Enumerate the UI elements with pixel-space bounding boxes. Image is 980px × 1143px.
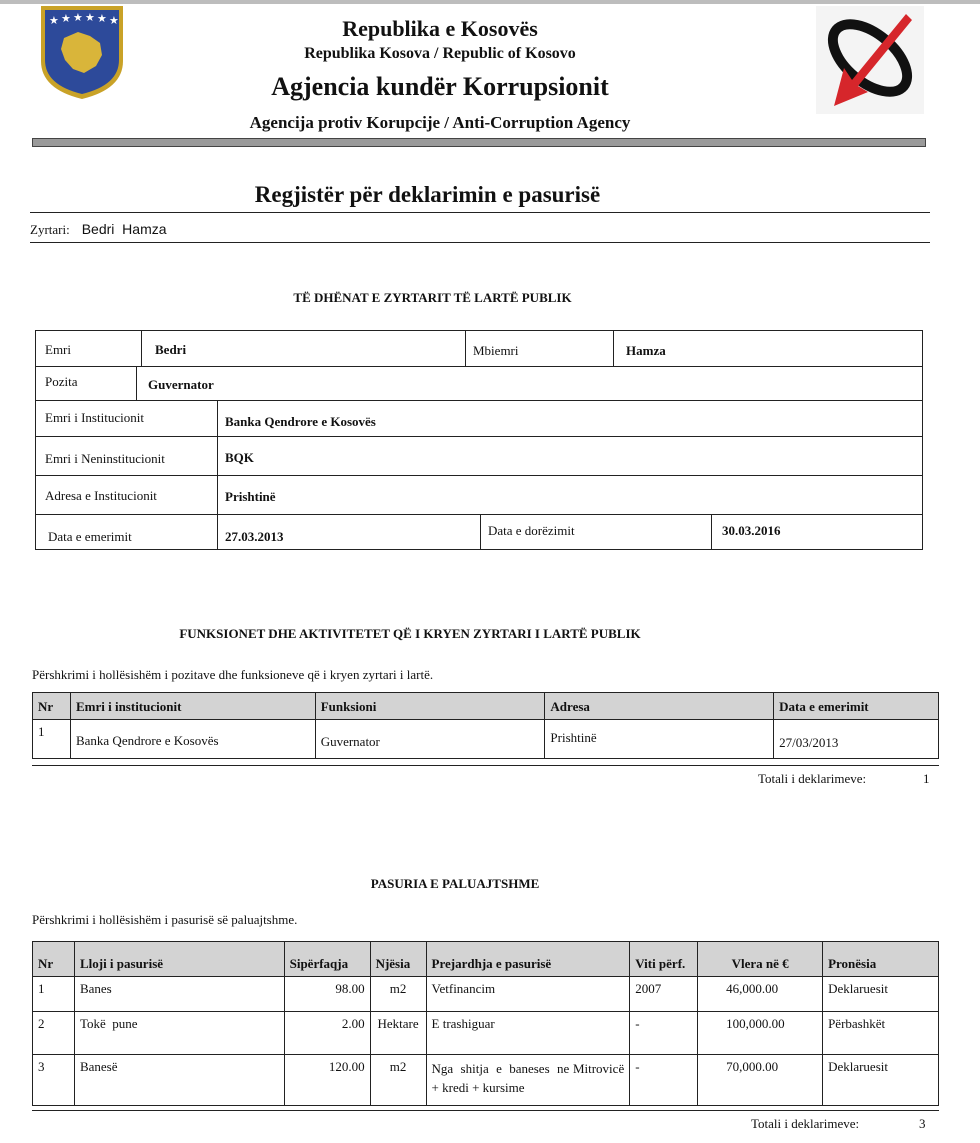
info-row-address <box>36 476 922 515</box>
property-total-value: 3 <box>919 1116 926 1131</box>
column-header: Prejardhja e pasurisë <box>426 942 630 977</box>
adresa-value: Prishtinë <box>225 489 276 504</box>
official-data-table <box>35 330 923 550</box>
column-header: Vlera në € <box>698 942 823 977</box>
column-header: Sipërfaqja <box>284 942 370 977</box>
column-header: Nr <box>33 942 75 977</box>
table-cell: Deklaruesit <box>823 1055 939 1106</box>
table-cell: 1 <box>33 977 75 1012</box>
svg-text:★: ★ <box>97 12 107 25</box>
table-cell: 120.00 <box>284 1055 370 1106</box>
info-row-name <box>36 331 922 367</box>
table-cell: Hektare <box>370 1012 426 1055</box>
agency-title: Agjencia kundër Korrupsionit <box>271 72 609 101</box>
table-cell: - <box>630 1012 698 1055</box>
column-header: Funksioni <box>315 693 545 720</box>
official-line <box>30 221 167 238</box>
pozita-label: Pozita <box>45 374 78 389</box>
property-description: Përshkrimi i hollësishëm i pasurisë së paluajtshme. <box>32 912 298 927</box>
table-cell: Banes <box>74 977 284 1012</box>
official-name: Bedri Hamza <box>81 221 167 237</box>
column-header: Lloji i pasurisë <box>74 942 284 977</box>
table-cell: 2007 <box>630 977 698 1012</box>
info-row-subinstitution <box>36 437 922 476</box>
table-cell: 100,000.00 <box>698 1012 823 1055</box>
table-cell: Banka Qendrore e Kosovës <box>70 720 315 759</box>
table-cell: 2 <box>33 1012 75 1055</box>
official-label: Zyrtari: <box>30 222 70 237</box>
svg-text:★: ★ <box>85 11 95 24</box>
mbiemri-value: Hamza <box>626 343 666 358</box>
functions-total-label: Totali i deklarimeve: <box>758 771 867 786</box>
column-header: Adresa <box>545 693 774 720</box>
table-cell: Vetfinancim <box>426 977 630 1012</box>
data-dorezimit-label: Data e dorëzimit <box>488 523 575 538</box>
institucioni-value: Banka Qendrore e Kosovës <box>225 414 376 429</box>
table-cell: Deklaruesit <box>823 977 939 1012</box>
institucioni-label: Emri i Institucionit <box>45 410 144 425</box>
functions-table <box>32 692 939 759</box>
table-header-row <box>33 942 939 977</box>
table-cell: Guvernator <box>315 720 545 759</box>
property-heading: PASURIA E PALUAJTSHME <box>370 876 540 891</box>
adresa-label: Adresa e Institucionit <box>45 488 157 503</box>
neninstitucioni-label: Emri i Neninstitucionit <box>45 451 165 466</box>
column-header: Njësia <box>370 942 426 977</box>
header-bar <box>32 138 926 147</box>
pozita-value: Guvernator <box>148 377 214 392</box>
table-cell: Nga shitja e baneses ne Mitrovicë + kredi + kursime <box>426 1055 630 1106</box>
table-cell: 2.00 <box>284 1012 370 1055</box>
table-cell: Banesë <box>74 1055 284 1106</box>
divider <box>30 242 930 243</box>
svg-text:★: ★ <box>73 11 83 24</box>
column-header: Pronësia <box>823 942 939 977</box>
data-emerimit-value: 27.03.2013 <box>225 529 284 544</box>
table-header-row <box>33 693 939 720</box>
table-row <box>33 720 939 759</box>
emri-value: Bedri <box>155 342 187 357</box>
top-border <box>0 0 980 4</box>
table-cell: E trashiguar <box>426 1012 630 1055</box>
table-cell: 46,000.00 <box>698 977 823 1012</box>
functions-description: Përshkrimi i hollësishëm i pozitave dhe funksioneve që i kryen zyrtari i lartë. <box>32 667 434 682</box>
functions-total-value: 1 <box>923 771 930 786</box>
agency-subtitle: Agencija protiv Korupcije / Anti-Corruption Agency <box>249 113 631 132</box>
table-cell: - <box>630 1055 698 1106</box>
svg-text:★: ★ <box>49 14 59 27</box>
info-row-dates <box>36 515 922 549</box>
table-row <box>33 1055 939 1106</box>
info-row-position <box>36 367 922 401</box>
table-cell: Përbashkët <box>823 1012 939 1055</box>
table-cell: 27/03/2013 <box>774 720 939 759</box>
table-cell: m2 <box>370 977 426 1012</box>
divider <box>30 212 930 213</box>
table-cell: m2 <box>370 1055 426 1106</box>
column-header: Data e emerimit <box>774 693 939 720</box>
table-underline <box>32 765 939 766</box>
column-header: Nr <box>33 693 71 720</box>
emri-label: Emri <box>45 342 71 357</box>
svg-text:★: ★ <box>61 12 71 25</box>
table-underline <box>32 1110 939 1111</box>
property-table <box>32 941 939 1106</box>
table-cell: 1 <box>33 720 71 759</box>
table-cell: 70,000.00 <box>698 1055 823 1106</box>
functions-heading: FUNKSIONET DHE AKTIVITETET QË I KRYEN ZYRTARI I LARTË PUBLIK <box>179 626 641 641</box>
info-row-institution <box>36 401 922 437</box>
mbiemri-label: Mbiemri <box>473 343 519 358</box>
document-title: Regjistër për deklarimin e pasurisë <box>254 182 601 207</box>
table-cell: Tokë pune <box>74 1012 284 1055</box>
svg-text:★: ★ <box>109 14 119 27</box>
neninstitucioni-value: BQK <box>225 450 254 465</box>
country-title: Republika e Kosovës <box>342 16 538 41</box>
table-row <box>33 1012 939 1055</box>
country-subtitle: Republika Kosova / Republic of Kosovo <box>304 45 576 62</box>
table-row <box>33 977 939 1012</box>
column-header: Emri i institucionit <box>70 693 315 720</box>
official-data-heading: TË DHËNAT E ZYRTARIT TË LARTË PUBLIK <box>293 290 572 305</box>
data-emerimit-label: Data e emerimit <box>48 529 132 544</box>
column-header: Viti përf. <box>630 942 698 977</box>
table-cell: 3 <box>33 1055 75 1106</box>
data-dorezimit-value: 30.03.2016 <box>722 523 781 538</box>
table-cell: Prishtinë <box>545 720 774 759</box>
property-total-label: Totali i deklarimeve: <box>751 1116 860 1131</box>
table-cell: 98.00 <box>284 977 370 1012</box>
